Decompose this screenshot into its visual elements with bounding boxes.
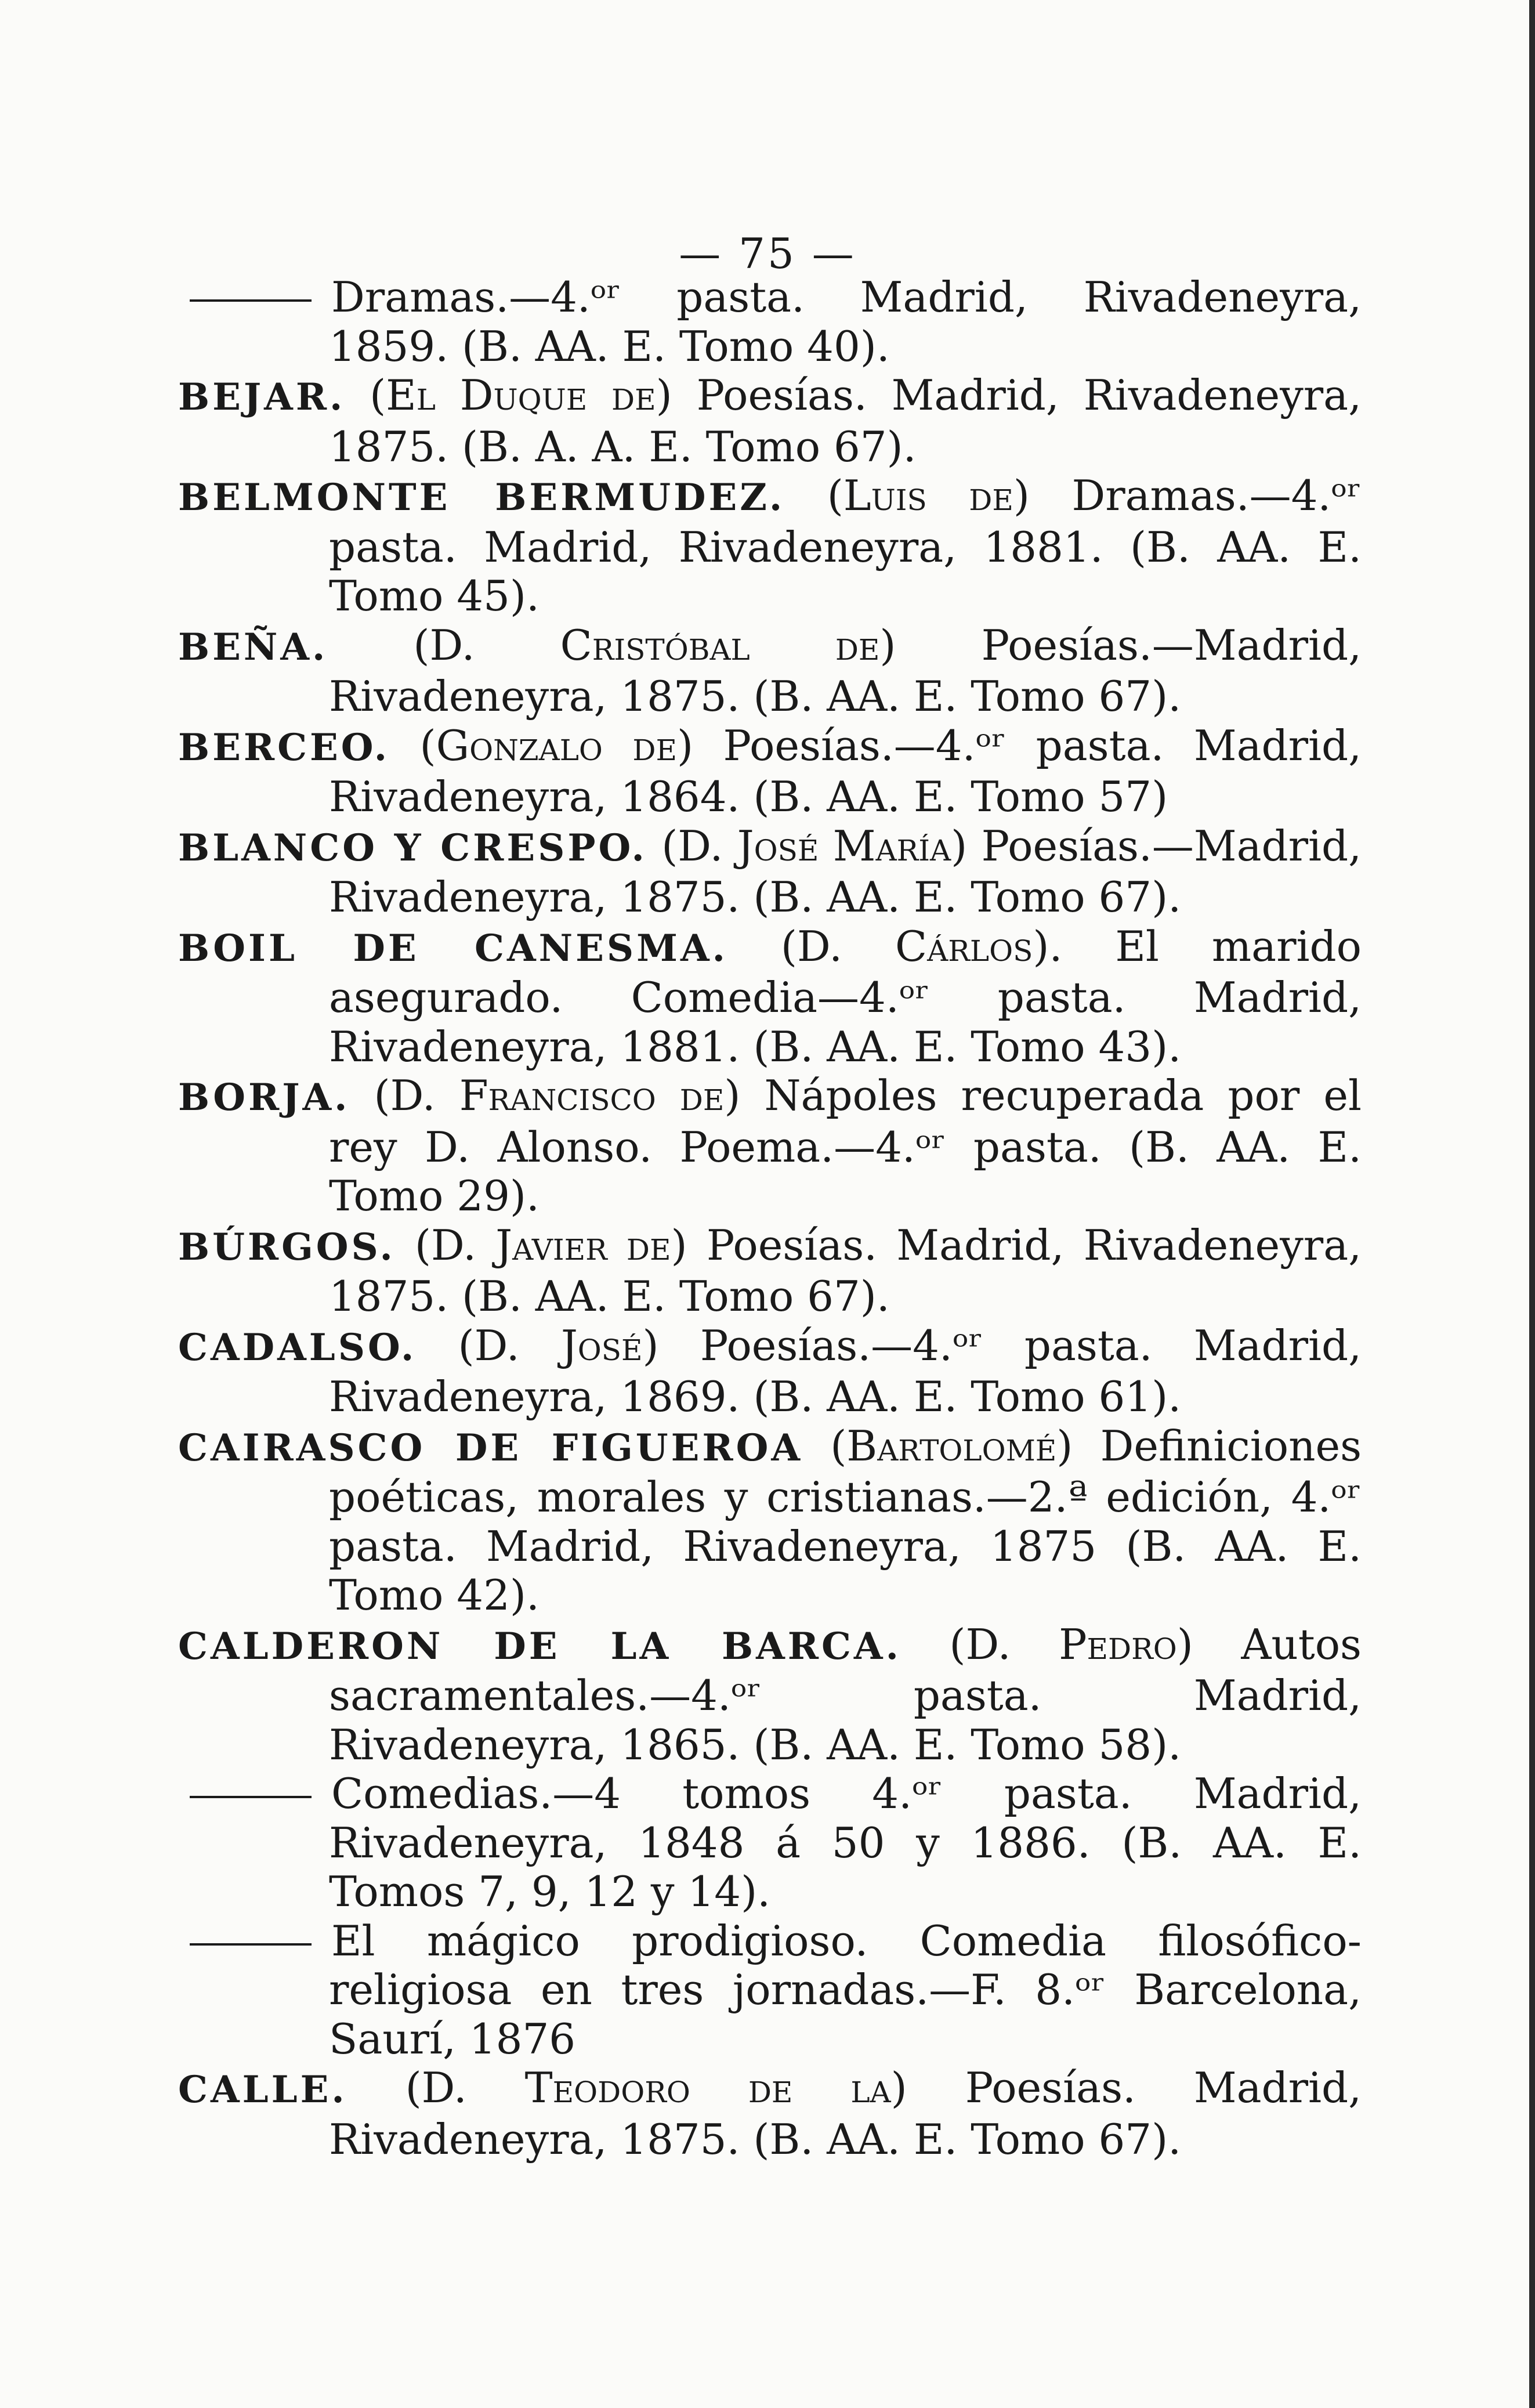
bibliography-entry bbox=[178, 1769, 1362, 1917]
bibliography-entry bbox=[178, 822, 1362, 922]
entry-author-qualifier: (D. Cárlos). bbox=[780, 921, 1063, 971]
bibliography-entry bbox=[178, 2063, 1362, 2164]
entry-author: BELMONTE BERMUDEZ. bbox=[178, 476, 785, 519]
entry-author-qualifier: (Gonzalo de) bbox=[419, 721, 694, 770]
entry-text: Poesías.—4.ᵒʳ pasta. Madrid, Rivadeneyra, 1869. (B. AA. E. Tomo 61). bbox=[329, 1321, 1362, 1421]
entry-text: Definiciones poéticas, morales y cristianas.—2.ª edición, 4.ᵒʳ pasta. Madrid, Rivadeneyra, 1875 (B. AA. E. Tomo 42). bbox=[329, 1421, 1362, 1619]
entry-author: BEJAR. bbox=[178, 375, 346, 419]
bibliography-entry bbox=[178, 371, 1362, 471]
entry-text: Poesías. Madrid, Rivadeneyra, 1875. (B. AA. E. Tomo 67). bbox=[329, 1220, 1362, 1321]
entry-author-qualifier: (D. Teodoro de la) bbox=[405, 2063, 907, 2112]
bibliography-entry bbox=[178, 721, 1362, 822]
entry-author-qualifier: (D. José) bbox=[458, 1321, 659, 1370]
entry-text: El mágico prodigioso. Comedia filosófico-religiosa en tres jornadas.—F. 8.ᵒʳ Barcelona, Saurí, 1876 bbox=[329, 1916, 1362, 2063]
entry-author-qualifier: (Luis de) bbox=[827, 471, 1030, 520]
bibliography-list bbox=[178, 273, 1362, 2164]
entry-author-qualifier: (El Duque de) bbox=[370, 371, 672, 420]
bibliography-entry bbox=[178, 1422, 1362, 1620]
bibliography-entry bbox=[178, 471, 1362, 621]
entry-author: CAIRASCO DE FIGUEROA bbox=[178, 1426, 803, 1470]
entry-author: BOIL DE CANESMA. bbox=[178, 926, 728, 970]
entry-text: Poesías.—Madrid, Rivadeneyra, 1875. (B. AA. E. Tomo 67). bbox=[329, 821, 1362, 921]
entry-author-qualifier: (D. Francisco de) bbox=[374, 1071, 741, 1120]
bibliography-entry bbox=[178, 1221, 1362, 1321]
ditto-dash bbox=[190, 1943, 312, 1946]
entry-author: CALLE. bbox=[178, 2068, 347, 2111]
entry-text: Dramas.—4.ᵒʳ pasta. Madrid, Rivadeneyra, 1881. (B. AA. E. Tomo 45). bbox=[329, 471, 1362, 620]
bibliography-entry bbox=[178, 1071, 1362, 1221]
entry-text: Poesías.—Madrid, Rivadeneyra, 1875. (B. AA. E. Tomo 67). bbox=[329, 620, 1362, 721]
entry-text: Nápoles recuperada por el rey D. Alonso. Poema.—4.ᵒʳ pasta. (B. AA. E. Tomo 29). bbox=[329, 1071, 1362, 1220]
bibliography-entry bbox=[178, 621, 1362, 721]
entry-author-qualifier: (D. Pedro) bbox=[949, 1619, 1193, 1669]
entry-author: BEÑA. bbox=[178, 625, 328, 669]
bibliography-entry bbox=[178, 273, 1362, 371]
entry-author-qualifier: (D. José María) bbox=[661, 821, 968, 870]
entry-text: Poesías. Madrid, Rivadeneyra, 1875. (B. A. A. E. Tomo 67). bbox=[329, 371, 1362, 471]
bibliography-entry bbox=[178, 922, 1362, 1072]
ditto-dash bbox=[190, 299, 312, 302]
entry-text: Autos sacramentales.—4.ᵒʳ pasta. Madrid, Rivadeneyra, 1865. (B. AA. E. Tomo 58). bbox=[329, 1619, 1362, 1769]
entry-text: Poesías. Madrid, Rivadeneyra, 1875. (B. AA. E. Tomo 67). bbox=[329, 2063, 1362, 2164]
bibliography-entry bbox=[178, 1917, 1362, 2064]
entry-author: BERCEO. bbox=[178, 725, 390, 769]
entry-author: BORJA. bbox=[178, 1076, 350, 1119]
entry-text: Poesías.—4.ᵒʳ pasta. Madrid, Rivadeneyra, 1864. (B. AA. E. Tomo 57) bbox=[329, 721, 1362, 821]
entry-author: BLANCO Y CRESPO. bbox=[178, 826, 647, 870]
bibliography-entry bbox=[178, 1620, 1362, 1770]
entry-text: Dramas.—4.ᵒʳ pasta. Madrid, Rivadeneyra, 1859. (B. AA. E. Tomo 40). bbox=[329, 273, 1362, 371]
ditto-dash bbox=[190, 1796, 312, 1798]
entry-author: BÚRGOS. bbox=[178, 1225, 396, 1269]
entry-author-qualifier: (D. Cristóbal de) bbox=[413, 620, 896, 670]
entry-author: CALDERON DE LA BARCA. bbox=[178, 1624, 902, 1668]
page-number: — 75 — bbox=[679, 229, 856, 278]
entry-author: CADALSO. bbox=[178, 1325, 417, 1369]
entry-author-qualifier: (Bartolomé) bbox=[830, 1421, 1073, 1470]
bibliography-entry bbox=[178, 1321, 1362, 1422]
entry-text: El marido asegurado. Comedia—4.ᵒʳ pasta. Madrid, Rivadeneyra, 1881. (B. AA. E. Tomo 43). bbox=[329, 921, 1362, 1071]
entry-text: Comedias.—4 tomos 4.ᵒʳ pasta. Madrid, Rivadeneyra, 1848 á 50 y 1886. (B. AA. E. Tomos 7, 9, 12 y 14). bbox=[329, 1769, 1362, 1916]
entry-author-qualifier: (D. Javier de) bbox=[414, 1220, 687, 1270]
